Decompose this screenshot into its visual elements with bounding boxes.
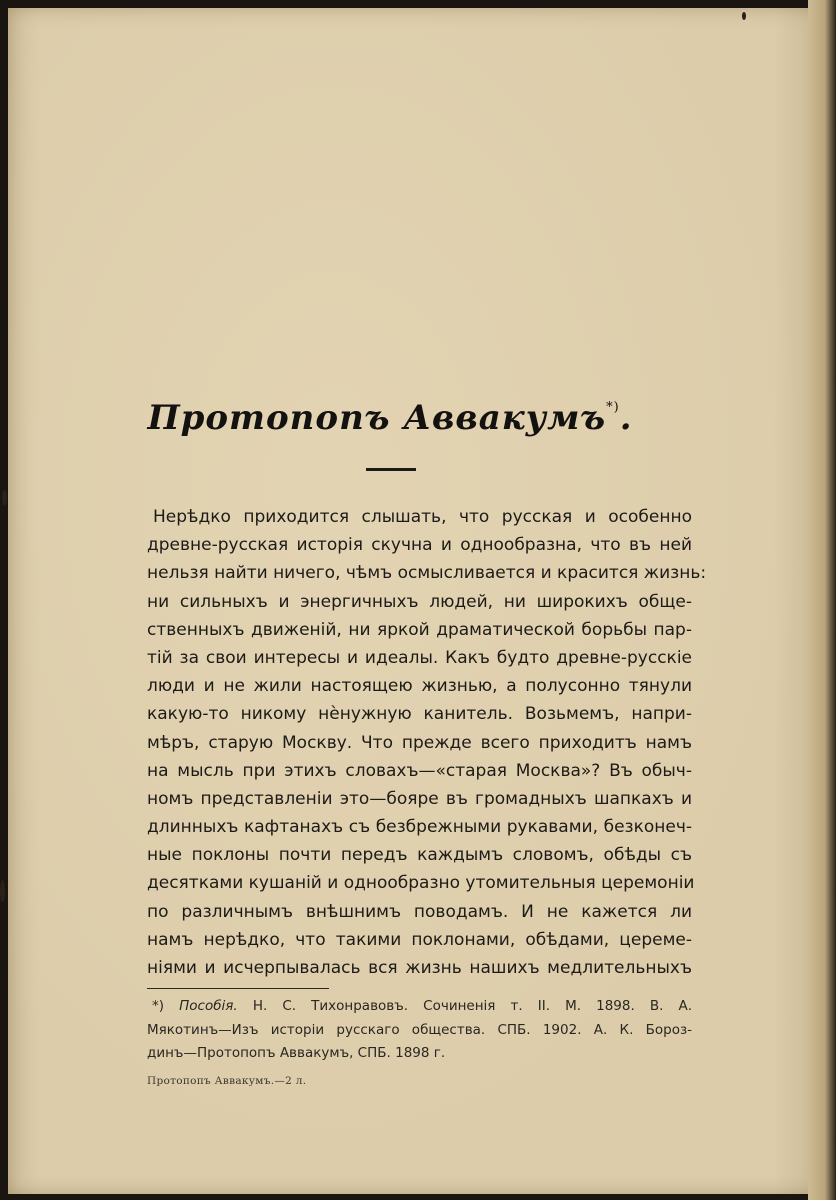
body-line: по различнымъ внѣшнимъ поводамъ. И не кажется ли	[147, 901, 692, 922]
page-right-edge	[808, 0, 836, 1200]
title-footnote-marker: *)	[606, 400, 620, 415]
printer-signature: Протопопъ Аввакумъ.—2 л.	[147, 1075, 307, 1087]
footnote-marker: *)	[152, 998, 165, 1014]
footnote-line: динъ—Протопопъ Аввакумъ, СПБ. 1898 г.	[147, 1045, 446, 1061]
margin-speck	[2, 490, 7, 506]
margin-speck	[742, 12, 746, 20]
body-line: тій за свои интересы и идеалы. Какъ будто древне-русскіе	[147, 647, 692, 668]
title-period: .	[619, 398, 633, 438]
body-line: ные поклоны почти передъ каждымъ словомъ, обѣды съ	[147, 845, 692, 866]
footnote-line-text: Н. С. Тихонравовъ. Сочиненія т. II. М. 1898. В. А.	[252, 998, 693, 1014]
body-line: ственныхъ движеній, ни яркой драматической борьбы пар-	[147, 619, 692, 640]
footnote	[147, 995, 692, 1066]
body-line: номъ представленіи это—бояре въ громадныхъ шапкахъ и	[147, 788, 692, 809]
body-text	[147, 503, 707, 982]
body-line: длинныхъ кафтанахъ съ безбрежными рукавами, безконеч-	[147, 817, 692, 838]
body-line: мѣръ, старую Москву. Что прежде всего приходитъ намъ	[147, 732, 692, 753]
body-line: ни сильныхъ и энергичныхъ людей, ни широкихъ обще-	[147, 591, 692, 612]
chapter-title-text: Протопопъ Аввакумъ	[147, 398, 607, 438]
footnote-line: Мякотинъ—Изъ исторіи русскаго общества. СПБ. 1902. А. К. Бороз-	[147, 1021, 692, 1038]
footnote-line	[147, 995, 692, 1019]
body-line: нельзя найти ничего, чѣмъ осмысливается и красится жизнь:	[147, 563, 707, 584]
body-line: Нерѣдко приходится слышать, что русская и особенно	[153, 507, 692, 527]
title-divider	[366, 468, 416, 471]
body-line: ніями и исчерпывалась вся жизнь нашихъ медлительныхъ	[147, 958, 692, 978]
body-line: древне-русская исторія скучна и однообразна, что въ ней	[147, 535, 692, 556]
body-line: на мысль при этихъ словахъ—«старая Москва»? Въ обыч-	[147, 760, 692, 781]
footnote-separator	[147, 988, 329, 989]
chapter-title	[0, 398, 780, 438]
footnote-label: Пособія.	[179, 998, 238, 1014]
margin-speck	[0, 880, 5, 902]
body-line: какую-то никому нѐнужную канитель. Возьмемъ, напри-	[147, 704, 692, 725]
body-line: люди и не жили настоящею жизнью, а полусонно тянули	[147, 676, 692, 697]
body-line: десятками кушаній и однообразно утомительныя церемоніи	[147, 873, 695, 894]
body-line: намъ нерѣдко, что такими поклонами, обѣдами, цереме-	[147, 929, 692, 950]
